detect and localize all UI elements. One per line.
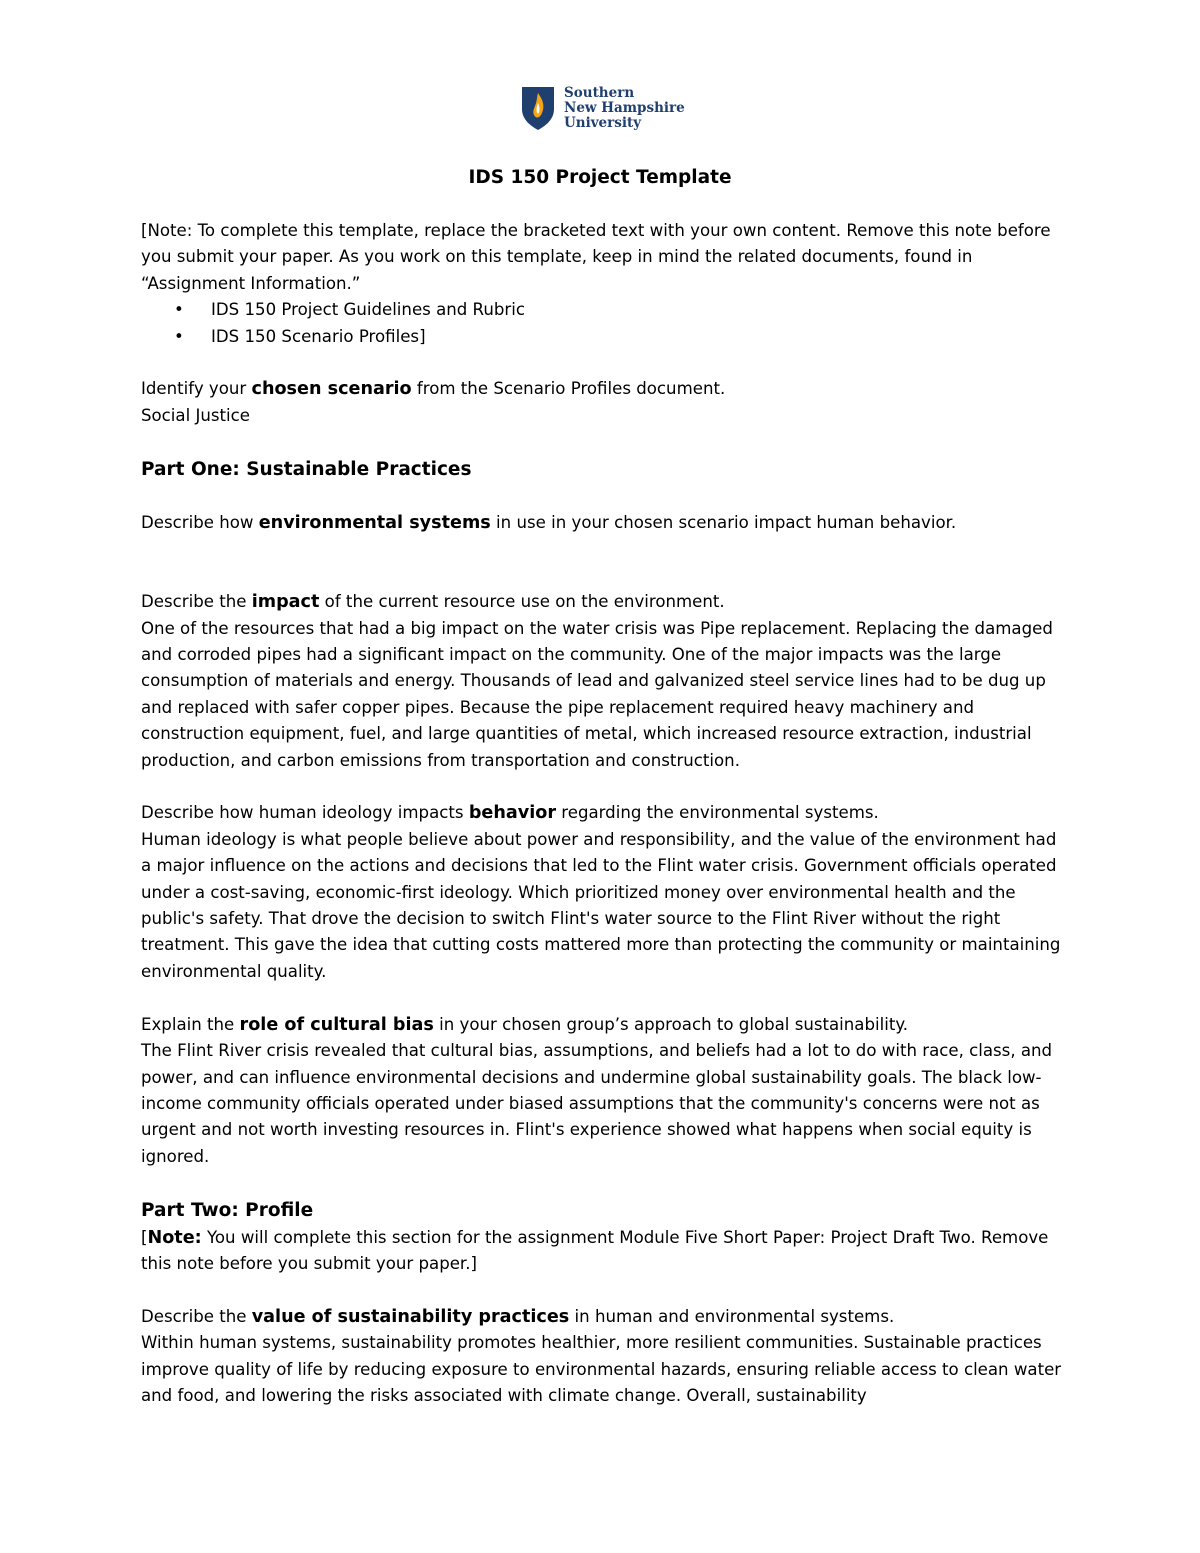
- logo-wordmark: [564, 86, 685, 131]
- impact-prompt: Describe the impact of the current resource use on the environment.: [141, 592, 725, 613]
- cultural-bias-answer: The Flint River crisis revealed that cultural bias, assumptions, and beliefs had a lot to do with race, class, and power, and can influence environmental decisions and undermine global sustainability goals. The black low-income community officials operated under biased assumptions that the community's concerns were not as urgent and not worth investing resources in. Flint's experience showed what happens when social equity is ignored.: [141, 1041, 1053, 1166]
- part-one-heading: Part One: Sustainable Practices: [141, 458, 472, 480]
- behavior-prompt: Describe how human ideology impacts behavior regarding the environmental systems.: [141, 803, 879, 824]
- list-item: • IDS 150 Scenario Profiles]: [141, 324, 1071, 350]
- impact-answer: One of the resources that had a big impact on the water crisis was Pipe replacement. Replacing the damaged and corroded pipes had a significant impact on the community. One of the major impacts was the large consumption of materials and energy. Thousands of lead and galvanized steel service lines had to be dug up and replaced with safer copper pipes. Because the pipe replacement required heavy machinery and construction equipment, fuel, and large quantities of metal, which increased resource extraction, industrial production, and carbon emissions from transportation and construction.: [141, 618, 1053, 770]
- logo-line-3: University: [564, 114, 642, 131]
- logo-line-1: Southern: [564, 84, 635, 101]
- sustainability-value-answer: Within human systems, sustainability promotes healthier, more resilient communities. Sustainable practices improve quality of life by reducing exposure to environmental hazards, ensuring reliable access to clean water and food, and lowering the risks associated with climate change. Overall, sustainability: [141, 1333, 1062, 1405]
- document-title: IDS 150 Project Template: [468, 167, 732, 188]
- logo-line-2: New Hampshire: [564, 99, 685, 116]
- part-two-note: [Note: You will complete this section for the assignment Module Five Short Paper: Project Draft Two. Remove this note before you submit your paper.]: [141, 1227, 1049, 1273]
- sustainability-value-prompt: Describe the value of sustainability practices in human and environmental systems.: [141, 1306, 895, 1327]
- scenario-prompt: Identify your chosen scenario from the Scenario Profiles document.: [141, 379, 726, 400]
- related-documents-list: [141, 297, 1071, 350]
- scenario-answer: Social Justice: [141, 405, 250, 425]
- behavior-answer: Human ideology is what people believe about power and responsibility, and the value of the environment had a major influence on the actions and decisions that led to the Flint water crisis. Government officials operated under a cost-saving, economic-first ideology. Which prioritized money over environmental health and the public's safety. That drove the decision to switch Flint's water source to the Flint River without the right treatment. This gave the idea that cutting costs mattered more than protecting the community or maintaining environmental quality.: [141, 829, 1061, 981]
- university-logo: [520, 84, 685, 132]
- part-two-heading: Part Two: Profile: [141, 1199, 314, 1221]
- list-item: • IDS 150 Project Guidelines and Rubric: [141, 297, 1071, 323]
- template-note: [Note: To complete this template, replace the bracketed text with your own content. Remove this note before you submit your paper. As you work on this template, keep in mind the related documents, found in “Assignment Information.”: [141, 221, 1051, 293]
- shield-flame-icon: [520, 85, 556, 131]
- cultural-bias-prompt: Explain the role of cultural bias in your chosen group’s approach to global sustainability.: [141, 1014, 909, 1035]
- environmental-systems-prompt: Describe how environmental systems in use in your chosen scenario impact human behavior.: [141, 513, 957, 534]
- document-body: [141, 218, 1071, 1409]
